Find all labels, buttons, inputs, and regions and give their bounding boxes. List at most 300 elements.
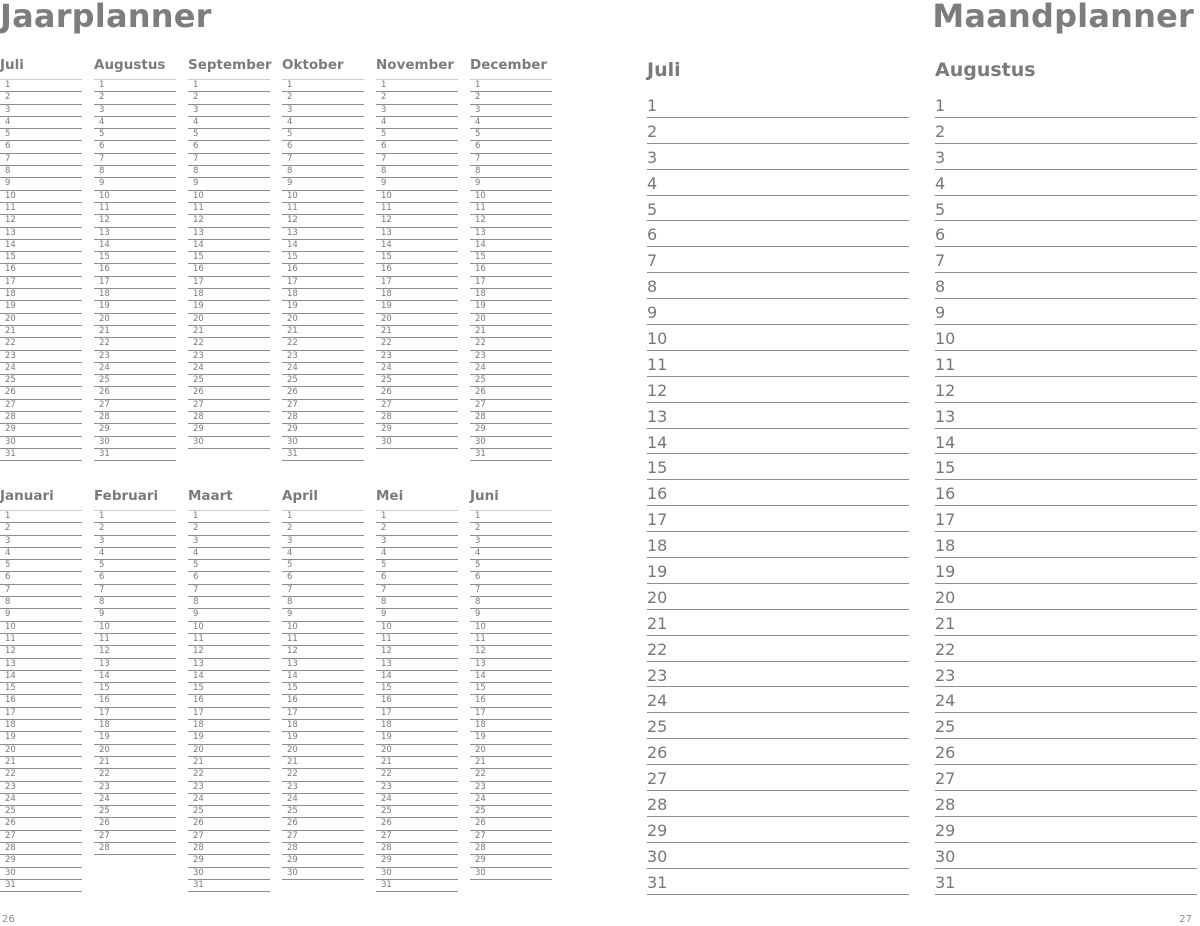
- day-row[interactable]: 23: [0, 782, 82, 794]
- day-row[interactable]: 30: [188, 437, 270, 449]
- day-row[interactable]: 13: [188, 228, 270, 240]
- day-row[interactable]: 11: [0, 634, 82, 646]
- day-row[interactable]: 29: [94, 424, 176, 436]
- day-row[interactable]: 24: [935, 687, 1197, 713]
- day-row[interactable]: 25: [282, 375, 364, 387]
- day-row[interactable]: 26: [935, 739, 1197, 765]
- day-row[interactable]: 1: [282, 80, 364, 92]
- day-row[interactable]: 12: [188, 215, 270, 227]
- day-row[interactable]: 29: [188, 855, 270, 867]
- day-row[interactable]: 11: [647, 351, 909, 377]
- day-row[interactable]: 11: [376, 634, 458, 646]
- day-row[interactable]: 12: [647, 377, 909, 403]
- day-row[interactable]: 12: [94, 646, 176, 658]
- day-row[interactable]: 18: [647, 532, 909, 558]
- day-row[interactable]: 18: [94, 289, 176, 301]
- day-row[interactable]: 26: [282, 387, 364, 399]
- day-row[interactable]: 26: [470, 818, 552, 830]
- day-row[interactable]: 22: [376, 769, 458, 781]
- day-row[interactable]: 22: [0, 769, 82, 781]
- day-row[interactable]: 24: [94, 363, 176, 375]
- day-row[interactable]: 23: [376, 782, 458, 794]
- day-row[interactable]: 25: [188, 375, 270, 387]
- day-row[interactable]: 6: [935, 221, 1197, 247]
- day-row[interactable]: 11: [188, 634, 270, 646]
- day-row[interactable]: 16: [470, 264, 552, 276]
- day-row[interactable]: 29: [282, 855, 364, 867]
- day-row[interactable]: 19: [282, 732, 364, 744]
- day-row[interactable]: 20: [282, 745, 364, 757]
- day-row[interactable]: 20: [188, 314, 270, 326]
- day-row[interactable]: 10: [188, 191, 270, 203]
- day-row[interactable]: 14: [470, 240, 552, 252]
- day-row[interactable]: 5: [935, 196, 1197, 222]
- day-row[interactable]: 5: [188, 560, 270, 572]
- day-row[interactable]: 10: [282, 191, 364, 203]
- day-row[interactable]: 22: [94, 338, 176, 350]
- day-row[interactable]: 4: [376, 548, 458, 560]
- day-row[interactable]: 21: [470, 757, 552, 769]
- day-row[interactable]: 17: [376, 708, 458, 720]
- day-row[interactable]: 16: [94, 264, 176, 276]
- day-row[interactable]: 12: [376, 646, 458, 658]
- day-row[interactable]: 1: [0, 80, 82, 92]
- day-row[interactable]: 24: [647, 687, 909, 713]
- day-row[interactable]: 9: [94, 609, 176, 621]
- day-row[interactable]: 15: [94, 252, 176, 264]
- day-row[interactable]: 28: [282, 843, 364, 855]
- day-row[interactable]: 30: [282, 868, 364, 880]
- day-row[interactable]: 3: [647, 144, 909, 170]
- day-row[interactable]: 1: [188, 511, 270, 523]
- day-row[interactable]: 4: [188, 548, 270, 560]
- day-row[interactable]: 25: [935, 713, 1197, 739]
- day-row[interactable]: 6: [94, 572, 176, 584]
- day-row[interactable]: 9: [188, 178, 270, 190]
- day-row[interactable]: 26: [0, 387, 82, 399]
- day-row[interactable]: 26: [94, 387, 176, 399]
- day-row[interactable]: 19: [0, 732, 82, 744]
- day-row[interactable]: 23: [188, 782, 270, 794]
- day-row[interactable]: 30: [0, 868, 82, 880]
- day-row[interactable]: 16: [0, 264, 82, 276]
- day-row[interactable]: 15: [94, 683, 176, 695]
- day-row[interactable]: 5: [470, 129, 552, 141]
- day-row[interactable]: 1: [647, 92, 909, 118]
- day-row[interactable]: 8: [282, 597, 364, 609]
- day-row[interactable]: 25: [94, 806, 176, 818]
- day-row[interactable]: 8: [376, 597, 458, 609]
- day-row[interactable]: 20: [647, 584, 909, 610]
- day-row[interactable]: 13: [282, 228, 364, 240]
- day-row[interactable]: 27: [188, 400, 270, 412]
- day-row[interactable]: 27: [376, 400, 458, 412]
- day-row[interactable]: 7: [0, 154, 82, 166]
- day-row[interactable]: 31: [0, 880, 82, 892]
- day-row[interactable]: 8: [94, 597, 176, 609]
- day-row[interactable]: 22: [282, 769, 364, 781]
- day-row[interactable]: 15: [188, 683, 270, 695]
- day-row[interactable]: 11: [94, 634, 176, 646]
- day-row[interactable]: 2: [282, 523, 364, 535]
- day-row[interactable]: 25: [0, 806, 82, 818]
- day-row[interactable]: 1: [94, 80, 176, 92]
- day-row[interactable]: 11: [470, 634, 552, 646]
- day-row[interactable]: 16: [94, 695, 176, 707]
- day-row[interactable]: 21: [470, 326, 552, 338]
- day-row[interactable]: 5: [282, 560, 364, 572]
- day-row[interactable]: 30: [470, 437, 552, 449]
- day-row[interactable]: 2: [647, 118, 909, 144]
- day-row[interactable]: 11: [935, 351, 1197, 377]
- day-row[interactable]: 4: [470, 548, 552, 560]
- day-row[interactable]: 24: [376, 794, 458, 806]
- day-row[interactable]: 28: [470, 412, 552, 424]
- day-row[interactable]: 29: [935, 817, 1197, 843]
- day-row[interactable]: 13: [0, 228, 82, 240]
- day-row[interactable]: 26: [188, 387, 270, 399]
- day-row[interactable]: 5: [94, 129, 176, 141]
- day-row[interactable]: 12: [0, 646, 82, 658]
- day-row[interactable]: 14: [0, 240, 82, 252]
- day-row[interactable]: 19: [376, 732, 458, 744]
- day-row[interactable]: 15: [470, 252, 552, 264]
- day-row[interactable]: 25: [94, 375, 176, 387]
- day-row[interactable]: 9: [282, 178, 364, 190]
- day-row[interactable]: 26: [647, 739, 909, 765]
- day-row[interactable]: 22: [376, 338, 458, 350]
- day-row[interactable]: 5: [647, 196, 909, 222]
- day-row[interactable]: 2: [188, 92, 270, 104]
- day-row[interactable]: 1: [470, 80, 552, 92]
- day-row[interactable]: 27: [647, 765, 909, 791]
- day-row[interactable]: 14: [470, 671, 552, 683]
- day-row[interactable]: 2: [0, 523, 82, 535]
- day-row[interactable]: 11: [94, 203, 176, 215]
- day-row[interactable]: 4: [282, 117, 364, 129]
- day-row[interactable]: 9: [0, 609, 82, 621]
- day-row[interactable]: 13: [647, 403, 909, 429]
- day-row[interactable]: 25: [0, 375, 82, 387]
- day-row[interactable]: 10: [282, 622, 364, 634]
- day-row[interactable]: 11: [188, 203, 270, 215]
- day-row[interactable]: 12: [94, 215, 176, 227]
- day-row[interactable]: 10: [470, 191, 552, 203]
- day-row[interactable]: 31: [935, 869, 1197, 895]
- day-row[interactable]: 25: [470, 806, 552, 818]
- day-row[interactable]: 24: [282, 363, 364, 375]
- day-row[interactable]: 31: [470, 449, 552, 461]
- day-row[interactable]: 8: [0, 166, 82, 178]
- day-row[interactable]: 23: [282, 351, 364, 363]
- day-row[interactable]: 3: [188, 105, 270, 117]
- day-row[interactable]: 16: [282, 264, 364, 276]
- day-row[interactable]: 18: [282, 289, 364, 301]
- day-row[interactable]: 27: [188, 831, 270, 843]
- day-row[interactable]: 27: [0, 400, 82, 412]
- day-row[interactable]: 7: [188, 154, 270, 166]
- day-row[interactable]: 17: [0, 277, 82, 289]
- day-row[interactable]: 30: [282, 437, 364, 449]
- day-row[interactable]: 3: [935, 144, 1197, 170]
- day-row[interactable]: 29: [0, 855, 82, 867]
- day-row[interactable]: 29: [470, 855, 552, 867]
- day-row[interactable]: 17: [470, 277, 552, 289]
- day-row[interactable]: 15: [188, 252, 270, 264]
- day-row[interactable]: 31: [188, 880, 270, 892]
- day-row[interactable]: 15: [935, 454, 1197, 480]
- day-row[interactable]: 31: [94, 449, 176, 461]
- day-row[interactable]: 20: [188, 745, 270, 757]
- day-row[interactable]: 12: [0, 215, 82, 227]
- day-row[interactable]: 6: [647, 221, 909, 247]
- day-row[interactable]: 7: [470, 154, 552, 166]
- day-row[interactable]: 3: [282, 105, 364, 117]
- day-row[interactable]: 5: [188, 129, 270, 141]
- day-row[interactable]: 17: [188, 708, 270, 720]
- day-row[interactable]: 1: [188, 80, 270, 92]
- day-row[interactable]: 21: [282, 326, 364, 338]
- day-row[interactable]: 14: [282, 671, 364, 683]
- day-row[interactable]: 18: [935, 532, 1197, 558]
- day-row[interactable]: 2: [376, 92, 458, 104]
- day-row[interactable]: 5: [470, 560, 552, 572]
- day-row[interactable]: 14: [282, 240, 364, 252]
- day-row[interactable]: 12: [376, 215, 458, 227]
- day-row[interactable]: 17: [282, 708, 364, 720]
- day-row[interactable]: 6: [282, 141, 364, 153]
- day-row[interactable]: 2: [94, 523, 176, 535]
- day-row[interactable]: 17: [376, 277, 458, 289]
- day-row[interactable]: 19: [0, 301, 82, 313]
- day-row[interactable]: 18: [0, 720, 82, 732]
- day-row[interactable]: 22: [647, 636, 909, 662]
- day-row[interactable]: 31: [282, 449, 364, 461]
- day-row[interactable]: 21: [188, 326, 270, 338]
- day-row[interactable]: 2: [470, 92, 552, 104]
- day-row[interactable]: 23: [282, 782, 364, 794]
- day-row[interactable]: 14: [647, 429, 909, 455]
- day-row[interactable]: 23: [0, 351, 82, 363]
- day-row[interactable]: 20: [470, 314, 552, 326]
- day-row[interactable]: 21: [0, 326, 82, 338]
- day-row[interactable]: 10: [94, 622, 176, 634]
- day-row[interactable]: 14: [188, 240, 270, 252]
- day-row[interactable]: 24: [188, 794, 270, 806]
- day-row[interactable]: 22: [94, 769, 176, 781]
- day-row[interactable]: 23: [470, 782, 552, 794]
- day-row[interactable]: 2: [188, 523, 270, 535]
- day-row[interactable]: 6: [188, 141, 270, 153]
- day-row[interactable]: 4: [935, 170, 1197, 196]
- day-row[interactable]: 16: [647, 480, 909, 506]
- day-row[interactable]: 18: [376, 289, 458, 301]
- day-row[interactable]: 22: [470, 769, 552, 781]
- day-row[interactable]: 10: [376, 622, 458, 634]
- day-row[interactable]: 16: [376, 264, 458, 276]
- day-row[interactable]: 4: [94, 117, 176, 129]
- day-row[interactable]: 17: [282, 277, 364, 289]
- day-row[interactable]: 11: [0, 203, 82, 215]
- day-row[interactable]: 3: [188, 536, 270, 548]
- day-row[interactable]: 16: [376, 695, 458, 707]
- day-row[interactable]: 9: [376, 609, 458, 621]
- day-row[interactable]: 13: [470, 659, 552, 671]
- day-row[interactable]: 17: [188, 277, 270, 289]
- day-row[interactable]: 22: [935, 636, 1197, 662]
- day-row[interactable]: 22: [282, 338, 364, 350]
- day-row[interactable]: 13: [0, 659, 82, 671]
- day-row[interactable]: 16: [188, 264, 270, 276]
- day-row[interactable]: 27: [935, 765, 1197, 791]
- day-row[interactable]: 25: [188, 806, 270, 818]
- day-row[interactable]: 2: [282, 92, 364, 104]
- day-row[interactable]: 21: [94, 757, 176, 769]
- day-row[interactable]: 15: [282, 683, 364, 695]
- day-row[interactable]: 17: [647, 506, 909, 532]
- day-row[interactable]: 28: [0, 843, 82, 855]
- day-row[interactable]: 9: [282, 609, 364, 621]
- day-row[interactable]: 13: [376, 659, 458, 671]
- day-row[interactable]: 20: [282, 314, 364, 326]
- day-row[interactable]: 30: [376, 868, 458, 880]
- day-row[interactable]: 19: [376, 301, 458, 313]
- day-row[interactable]: 8: [935, 273, 1197, 299]
- day-row[interactable]: 28: [470, 843, 552, 855]
- day-row[interactable]: 8: [647, 273, 909, 299]
- day-row[interactable]: 21: [376, 326, 458, 338]
- day-row[interactable]: 24: [94, 794, 176, 806]
- day-row[interactable]: 8: [470, 597, 552, 609]
- day-row[interactable]: 27: [94, 400, 176, 412]
- day-row[interactable]: 26: [376, 818, 458, 830]
- day-row[interactable]: 28: [647, 791, 909, 817]
- day-row[interactable]: 26: [0, 818, 82, 830]
- day-row[interactable]: 8: [188, 597, 270, 609]
- day-row[interactable]: 2: [470, 523, 552, 535]
- day-row[interactable]: 19: [188, 732, 270, 744]
- day-row[interactable]: 28: [188, 412, 270, 424]
- day-row[interactable]: 7: [282, 154, 364, 166]
- day-row[interactable]: 9: [935, 299, 1197, 325]
- day-row[interactable]: 18: [188, 720, 270, 732]
- day-row[interactable]: 7: [470, 585, 552, 597]
- day-row[interactable]: 12: [935, 377, 1197, 403]
- day-row[interactable]: 19: [188, 301, 270, 313]
- day-row[interactable]: 22: [188, 338, 270, 350]
- day-row[interactable]: 26: [94, 818, 176, 830]
- day-row[interactable]: 3: [470, 536, 552, 548]
- day-row[interactable]: 2: [0, 92, 82, 104]
- day-row[interactable]: 16: [470, 695, 552, 707]
- day-row[interactable]: 20: [470, 745, 552, 757]
- day-row[interactable]: 14: [376, 240, 458, 252]
- day-row[interactable]: 5: [0, 129, 82, 141]
- day-row[interactable]: 4: [188, 117, 270, 129]
- day-row[interactable]: 4: [282, 548, 364, 560]
- day-row[interactable]: 28: [94, 412, 176, 424]
- day-row[interactable]: 13: [188, 659, 270, 671]
- day-row[interactable]: 10: [470, 622, 552, 634]
- day-row[interactable]: 18: [0, 289, 82, 301]
- day-row[interactable]: 13: [282, 659, 364, 671]
- day-row[interactable]: 11: [282, 203, 364, 215]
- day-row[interactable]: 23: [470, 351, 552, 363]
- day-row[interactable]: 10: [647, 325, 909, 351]
- day-row[interactable]: 14: [0, 671, 82, 683]
- day-row[interactable]: 25: [647, 713, 909, 739]
- day-row[interactable]: 19: [282, 301, 364, 313]
- day-row[interactable]: 29: [470, 424, 552, 436]
- day-row[interactable]: 23: [647, 662, 909, 688]
- day-row[interactable]: 28: [0, 412, 82, 424]
- day-row[interactable]: 30: [188, 868, 270, 880]
- day-row[interactable]: 16: [935, 480, 1197, 506]
- day-row[interactable]: 2: [935, 118, 1197, 144]
- day-row[interactable]: 29: [376, 855, 458, 867]
- day-row[interactable]: 21: [94, 326, 176, 338]
- day-row[interactable]: 21: [282, 757, 364, 769]
- day-row[interactable]: 25: [282, 806, 364, 818]
- day-row[interactable]: 18: [470, 289, 552, 301]
- day-row[interactable]: 14: [94, 671, 176, 683]
- day-row[interactable]: 10: [376, 191, 458, 203]
- day-row[interactable]: 9: [470, 609, 552, 621]
- day-row[interactable]: 1: [935, 92, 1197, 118]
- day-row[interactable]: 25: [376, 806, 458, 818]
- day-row[interactable]: 13: [94, 228, 176, 240]
- day-row[interactable]: 12: [282, 646, 364, 658]
- day-row[interactable]: 18: [188, 289, 270, 301]
- day-row[interactable]: 27: [282, 400, 364, 412]
- day-row[interactable]: 27: [470, 831, 552, 843]
- day-row[interactable]: 23: [94, 351, 176, 363]
- day-row[interactable]: 2: [94, 92, 176, 104]
- day-row[interactable]: 5: [376, 560, 458, 572]
- day-row[interactable]: 6: [94, 141, 176, 153]
- day-row[interactable]: 21: [647, 610, 909, 636]
- day-row[interactable]: 8: [282, 166, 364, 178]
- day-row[interactable]: 1: [282, 511, 364, 523]
- day-row[interactable]: 3: [94, 536, 176, 548]
- day-row[interactable]: 3: [0, 105, 82, 117]
- day-row[interactable]: 3: [0, 536, 82, 548]
- day-row[interactable]: 10: [0, 191, 82, 203]
- day-row[interactable]: 10: [935, 325, 1197, 351]
- day-row[interactable]: 6: [188, 572, 270, 584]
- day-row[interactable]: 23: [376, 351, 458, 363]
- day-row[interactable]: 24: [470, 363, 552, 375]
- day-row[interactable]: 7: [0, 585, 82, 597]
- day-row[interactable]: 19: [470, 301, 552, 313]
- day-row[interactable]: 14: [935, 429, 1197, 455]
- day-row[interactable]: 17: [94, 708, 176, 720]
- day-row[interactable]: 9: [188, 609, 270, 621]
- day-row[interactable]: 9: [0, 178, 82, 190]
- day-row[interactable]: 28: [935, 791, 1197, 817]
- day-row[interactable]: 6: [470, 141, 552, 153]
- day-row[interactable]: 20: [935, 584, 1197, 610]
- day-row[interactable]: 23: [94, 782, 176, 794]
- day-row[interactable]: 24: [188, 363, 270, 375]
- day-row[interactable]: 9: [470, 178, 552, 190]
- day-row[interactable]: 21: [376, 757, 458, 769]
- day-row[interactable]: 26: [282, 818, 364, 830]
- day-row[interactable]: 22: [188, 769, 270, 781]
- day-row[interactable]: 30: [376, 437, 458, 449]
- day-row[interactable]: 13: [935, 403, 1197, 429]
- day-row[interactable]: 21: [188, 757, 270, 769]
